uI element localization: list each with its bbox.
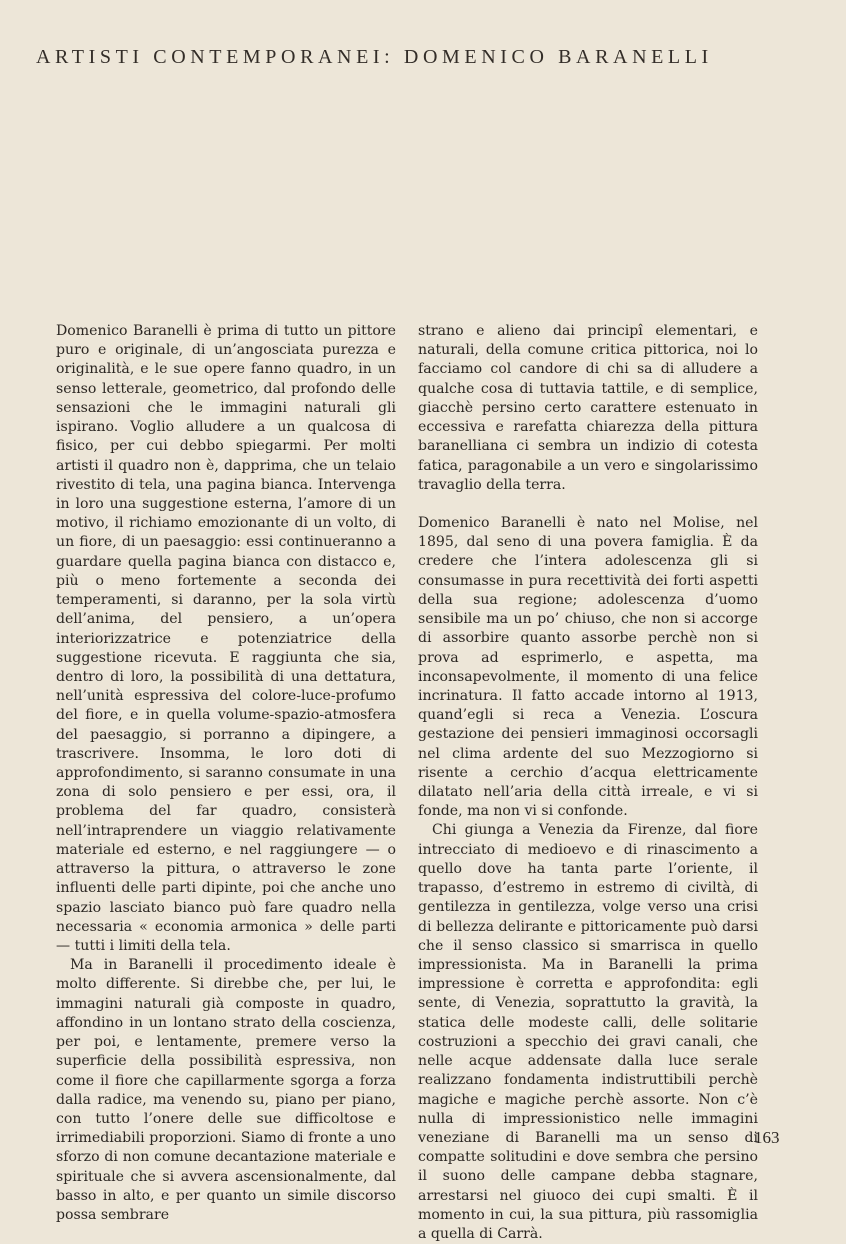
paragraph: Domenico Baranelli è nato nel Molise, nel 1895, dal seno di una povera famiglia. È da credere che l’intera adolescenza gli si consumasse in pura recettività dei forti aspetti della sua regione; adolescenza d’uomo sensibile ma un po’ chiuso, che non si accorge di assorbire quanto assorbe perchè non si prova ad esprimerlo, e aspetta, ma inconsapevolmente, il momento di una felice incrinatura. Il fatto accade intorno al 1913, quand’egli si reca a Venezia. L’oscura gestazione dei pensieri immaginosi occorsagli nel clima ardente del suo Mezzogiorno si risente a cerchio d’acqua elettricamente dilatato nell’aria della città irreale, e vi si fonde, ma non vi si confonde. xyxy=(418,514,758,820)
paragraph: Domenico Baranelli è prima di tutto un pittore puro e originale, di un’angosciata purezza e originalità, e le sue opere fanno quadro, in un senso letterale, geometrico, dal profondo delle sensazioni che le immagini naturali gli ispirano. Voglio alludere a un qualcosa di fisico, per cui debbo spiegarmi. Per molti artisti il quadro non è, dapprima, che un telaio rivestito di tela, una pagina bianca. Intervenga in loro una suggestione esterna, l’amore di un motivo, il richiamo emozionante di un volto, di un fiore, di un paesaggio: essi continueranno a guardare quella pagina bianca con distacco e, più o meno fortemente a seconda dei temperamenti, si daranno, per la sola virtù dell’anima, del pensiero, a un’opera interiorizzatrice e potenziatrice della suggestione ricevuta. E raggiunta che sia, dentro di loro, la possibilità di una dettatura, nell’unità espressiva del colore-luce-profumo del fiore, e in quella volume-spazio-atmosfera del paesaggio, si porranno a dipingere, a trascrivere. Insomma, le loro doti di approfondimento, si saranno consumate in una zona di solo pensiero e per essi, ora, il problema del far quadro, consisterà nell’intraprendere un viaggio relativamente materiale ed esterno, e nel raggiungere — o attraverso la pittura, o attraverso le zone influenti delle parti dipinte, poi che anche uno spazio lasciato bianco può fare quadro nella necessaria « economia armonica » delle parti — tutti i limiti della tela. xyxy=(56,323,396,954)
running-header: ARTISTI CONTEMPORANEI: DOMENICO BARANELLI xyxy=(36,46,713,68)
paragraph: strano e alieno dai principî elementari, e naturali, della comune critica pittorica, noi lo facciamo col candore di chi sa di alludere a qualche cosa di tuttavia tattile, e di semplice, giacchè persino certo carattere estenuato in eccessiva e rarefatta chiarezza della pittura baranelliana ci sembra un indizio di cotesta fatica, paragonabile a un vero e singolarissimo travaglio della terra. xyxy=(418,323,758,493)
article-column-left xyxy=(56,322,396,1225)
paragraph: Ma in Baranelli il procedimento ideale è molto differente. Si direbbe che, per lui, le immagini naturali già composte in quadro, affondino in un lontano strato della coscienza, per poi, e lentamente, premere verso la superficie della possibilità espressiva, non come il fiore che capillarmente sgorga a forza dalla radice, ma venendo su, piano per piano, con tutto l’onere delle sue difficoltose e irrimediabili proporzioni. Siamo di fronte a uno sforzo di non comune decantazione materiale e spirituale che si avvera ascensionalmente, dal basso in alto, e per quanto un simile discorso possa sembrare xyxy=(56,957,396,1224)
page-number: 163 xyxy=(754,1128,780,1147)
article-column-right xyxy=(418,322,758,1244)
paragraph: Chi giunga a Venezia da Firenze, dal fiore intrecciato di medioevo e di rinascimento a quello dove ha tanta parte l’oriente, il trapasso, d’estremo in estremo di civiltà, di gentilezza in gentilezza, volge verso una crisi di bellezza delirante e pittoricamente può darsi che il senso classico si smarrisca in quello impressionista. Ma in Baranelli la prima impressione è corretta e approfondita: egli sente, di Venezia, soprattutto la gravità, la statica delle modeste calli, delle solitarie costruzioni a specchio dei gravi canali, che nelle acque addensate dalla luce serale realizzano fondamenta indistruttibili perchè magiche e magiche perchè assorte. Non c’è nulla di impressionistico nelle immagini veneziane di Baranelli ma un senso di compatte solitudini e dove sembra che persino il suono delle campane debba stagnare, arrestarsi nel giuoco dei cupi smalti. È il momento in cui, la sua pittura, più rassomiglia a quella di Carrà. xyxy=(418,822,758,1243)
